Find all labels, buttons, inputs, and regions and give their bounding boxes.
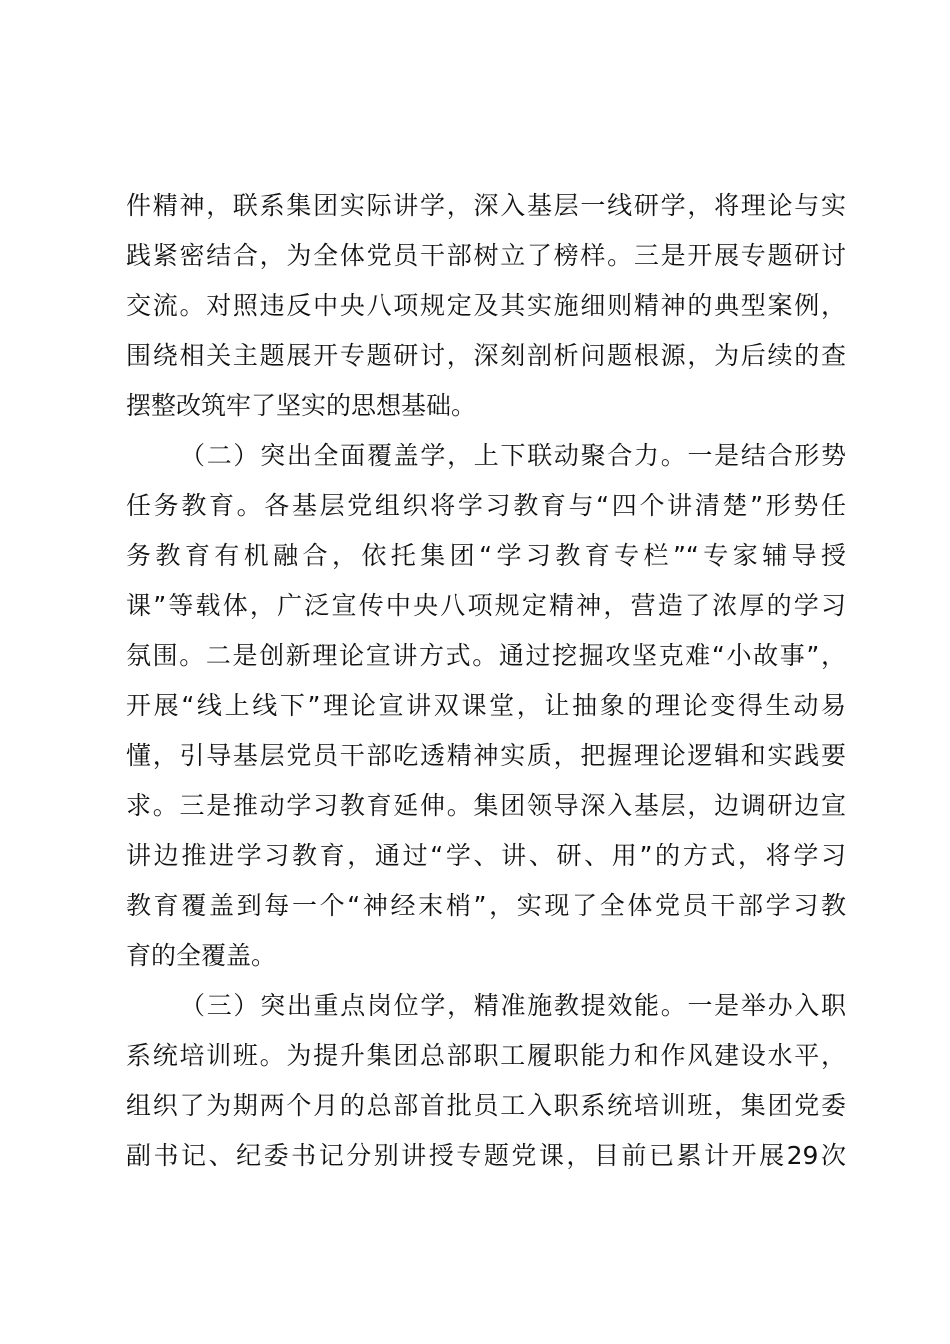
text-line: 件精神，联系集团实际讲学，深入基层一线研学，将理论与实 — [126, 191, 846, 220]
text-line: 课”等载体，广泛宣传中央八项规定精神，营造了浓厚的学习 — [126, 591, 846, 620]
text-line: 懂，引导基层党员干部吃透精神实质，把握理论逻辑和实践要 — [126, 741, 846, 770]
text-line: 摆整改筑牢了坚实的思想基础。 — [126, 391, 477, 420]
text-line: 务教育有机融合，依托集团“学习教育专栏”“专家辅导授 — [126, 541, 846, 570]
text-line: 交流。对照违反中央八项规定及其实施细则精神的典型案例， — [126, 291, 846, 320]
text-line: 系统培训班。为提升集团总部职工履职能力和作风建设水平， — [126, 1041, 846, 1070]
paragraph-heading-line: （二）突出全面覆盖学，上下联动聚合力。一是结合形势 — [180, 441, 846, 470]
text-line: 讲边推进学习教育，通过“学、讲、研、用”的方式，将学习 — [126, 841, 846, 870]
paragraph-heading-line: （三）突出重点岗位学，精准施教提效能。一是举办入职 — [180, 991, 846, 1020]
text-line: 践紧密结合，为全体党员干部树立了榜样。三是开展专题研讨 — [126, 241, 846, 270]
text-line: 副书记、纪委书记分别讲授专题党课，目前已累计开展29次 — [126, 1141, 846, 1170]
text-line: 教育覆盖到每一个“神经末梢”，实现了全体党员干部学习教 — [126, 891, 846, 920]
text-line: 任务教育。各基层党组织将学习教育与“四个讲清楚”形势任 — [126, 491, 846, 520]
text-line: 围绕相关主题展开专题研讨，深刻剖析问题根源，为后续的查 — [126, 341, 846, 370]
text-line: 开展“线上线下”理论宣讲双课堂，让抽象的理论变得生动易 — [126, 691, 846, 720]
text-line: 氛围。二是创新理论宣讲方式。通过挖掘攻坚克难“小故事”， — [126, 641, 846, 670]
text-line: 育的全覆盖。 — [126, 941, 277, 970]
text-line: 求。三是推动学习教育延伸。集团领导深入基层，边调研边宣 — [126, 791, 846, 820]
text-line: 组织了为期两个月的总部首批员工入职系统培训班，集团党委 — [126, 1091, 846, 1120]
